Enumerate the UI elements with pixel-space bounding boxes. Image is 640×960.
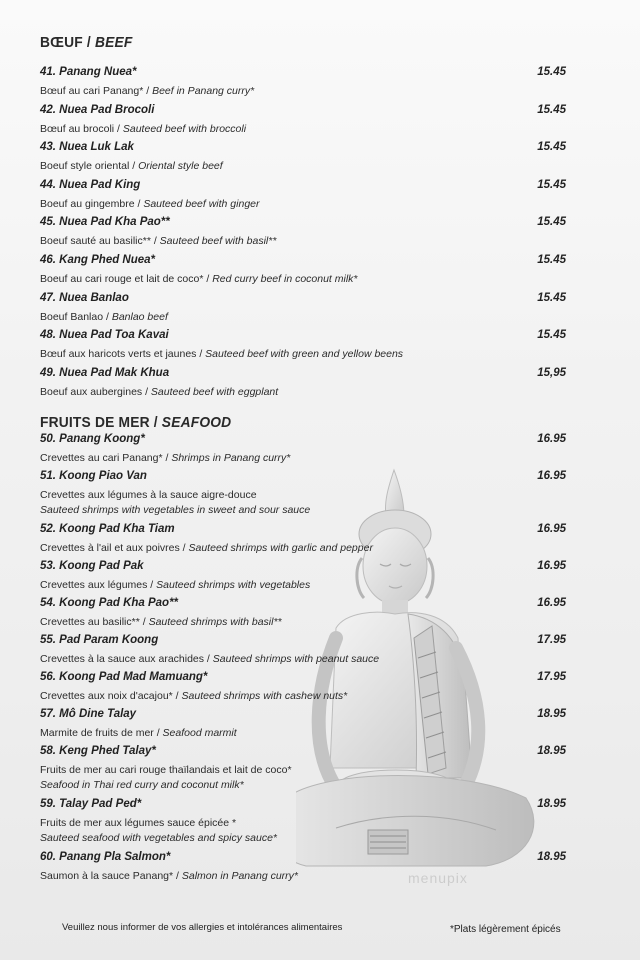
menu-item: [40, 63, 600, 99]
menu-item: [40, 520, 600, 556]
menu-item: [40, 176, 600, 212]
menu-item-description: [40, 197, 600, 212]
menu-item: [40, 467, 600, 518]
menu-item-description-en: Seafood marmit: [162, 727, 237, 739]
menu-item-description: [40, 615, 600, 630]
menu-item-name: 52. Koong Pad Kha Tiam: [40, 523, 175, 535]
menu-item-description-en: Sauteed shrimps with peanut sauce: [212, 653, 380, 665]
menu-item-description-en: Sauteed beef with basil**: [159, 235, 277, 248]
menu-item-description-fr: Boeuf au cari rouge et lait de coco* /: [40, 273, 210, 285]
menu-item-description: [40, 726, 600, 741]
menu-item-price: 15,95: [537, 366, 566, 379]
menu-item-name: 56. Koong Pad Mad Mamuang*: [40, 671, 208, 683]
menu-item-description-en: Sauteed shrimps with vegetables: [156, 579, 311, 591]
menu-item-description-fr: Crevettes à la sauce aux arachides /: [40, 653, 210, 665]
menu-item-price: 15.45: [537, 254, 566, 266]
menu-item-description: [40, 816, 600, 846]
menu-item-description-en: Sauteed seafood with vegetables and spicy sauce*: [40, 832, 277, 844]
menu-item-price: 15.45: [537, 291, 566, 304]
menu-item-name: 43. Nuea Luk Lak: [40, 141, 134, 154]
menu-item-description-en: Beef in Panang curry*: [152, 85, 255, 97]
menu-item-description-en: Sauteed shrimps with vegetables in sweet and sour sauce: [40, 504, 311, 516]
menu-item-name: 57. Mô Dine Talay: [40, 708, 137, 720]
menu-item-description-fr: Crevettes au cari Panang* /: [40, 452, 169, 464]
menu-item: [40, 101, 600, 137]
menu-item-description-en: Shrimps in Panang curry*: [171, 452, 291, 464]
menu-item-description: [40, 578, 600, 593]
section-title-seafood: [40, 414, 231, 431]
menu-item-description-fr: Crevettes aux légumes à la sauce aigre-douce: [40, 489, 257, 501]
menu-item-description-en: Banlao beef: [111, 310, 168, 323]
menu-item-description: [40, 122, 600, 137]
menu-item-description-en: Sauteed beef with eggplant: [150, 385, 279, 398]
menu-item: [40, 326, 600, 362]
menu-item-description: [40, 541, 600, 556]
menu-item: [40, 289, 600, 325]
menu-item: [40, 668, 600, 704]
spicy-note: *Plats légèrement épicés: [450, 924, 561, 935]
menu-item-description-fr: Crevettes au basilic** /: [40, 616, 146, 628]
menu-item-description-fr: Crevettes aux légumes /: [40, 579, 154, 591]
menu-item-description-fr: Crevettes à l'ail et aux poivres /: [40, 542, 186, 554]
watermark: menupix: [408, 870, 468, 886]
menu-item-description: [40, 869, 600, 884]
menu-item-price: 16.95: [537, 470, 566, 482]
menu-item-name: 48. Nuea Pad Toa Kavai: [40, 329, 169, 342]
menu-item: [40, 364, 600, 400]
menu-item-price: 16.95: [537, 523, 566, 535]
menu-item-description-en: Sauteed shrimps with garlic and pepper: [188, 542, 373, 554]
menu-item-name: 45. Nuea Pad Kha Pao**: [40, 216, 170, 229]
menu-item-name: 55. Pad Param Koong: [40, 634, 159, 646]
menu-item-price: 18.95: [537, 798, 566, 810]
menu-item-description-en: Sauteed beef with broccoli: [122, 122, 247, 135]
menu-item-name: 58. Keng Phed Talay*: [40, 745, 156, 757]
menu-item-description-fr: Marmite de fruits de mer /: [40, 727, 160, 739]
menu-item-description: [40, 84, 600, 99]
menu-item: [40, 594, 600, 630]
menu-item-description: [40, 310, 600, 325]
menu-item-description: [40, 347, 600, 362]
menu-item-name: 50. Panang Koong*: [40, 433, 145, 445]
menu-item-price: 16.95: [537, 560, 566, 572]
menu-item: [40, 848, 600, 884]
menu-item: [40, 138, 600, 174]
menu-item-name: 49. Nuea Pad Mak Khua: [40, 366, 170, 379]
menu-item-price: 17.95: [537, 634, 566, 646]
menu-item-price: 15.45: [537, 103, 566, 116]
menu-item-description: [40, 159, 600, 174]
section-title-beef-en: BEEF: [94, 34, 133, 51]
menu-item: [40, 251, 600, 287]
section-title-beef-fr: BŒUF /: [40, 34, 91, 51]
menu-item-name: 54. Koong Pad Kha Pao**: [40, 597, 179, 609]
menu-item-description-en: Oriental style beef: [138, 160, 223, 173]
menu-item-name: 53. Koong Pad Pak: [40, 560, 144, 572]
menu-item-description: [40, 689, 600, 704]
menu-item-description-en: Seafood in Thai red curry and coconut milk*: [40, 779, 244, 791]
menu-item-description-fr: Bœuf au cari Panang* /: [40, 85, 150, 97]
section-title-beef: [40, 34, 133, 51]
menu-item-description-fr: Crevettes aux noix d'acajou* /: [40, 690, 179, 702]
menu-item-price: 18.95: [537, 745, 566, 757]
menu-item: [40, 742, 600, 793]
menu-item-price: 18.95: [537, 708, 566, 720]
menu-item-description-fr: Boeuf aux aubergines /: [40, 385, 148, 398]
menu-item-name: 44. Nuea Pad King: [40, 178, 141, 191]
section-title-seafood-en: SEAFOOD: [161, 414, 232, 431]
menu-item-name: 59. Talay Pad Ped*: [40, 798, 142, 810]
menu-item-name: 46. Kang Phed Nuea*: [40, 254, 156, 266]
menu-item-price: 15.45: [537, 66, 566, 78]
menu-item-name: 41. Panang Nuea*: [40, 66, 137, 78]
menu-item-description-fr: Boeuf sauté au basilic** /: [40, 235, 157, 248]
menu-item-description-fr: Saumon à la sauce Panang* /: [40, 870, 179, 882]
menu-item-description: [40, 451, 600, 466]
menu-item-description: [40, 652, 600, 667]
menu-item: [40, 795, 600, 846]
menu-item: [40, 631, 600, 667]
menu-item: [40, 557, 600, 593]
menu-item-description-en: Sauteed beef with green and yellow beens: [205, 348, 404, 361]
menu-item-description-fr: Boeuf au gingembre /: [40, 197, 141, 210]
menu-item-description-en: Sauteed shrimps with basil**: [148, 616, 282, 628]
menu-item-description-en: Sauteed shrimps with cashew nuts*: [181, 690, 348, 702]
menu-item-description: [40, 234, 600, 249]
menu-item-description-en: Red curry beef in coconut milk*: [212, 273, 358, 285]
menu-item-description-en: Sauteed beef with ginger: [143, 197, 260, 210]
menu-item-name: 60. Panang Pla Salmon*: [40, 851, 171, 863]
menu-item-name: 51. Koong Piao Van: [40, 470, 147, 482]
menu-item-description-fr: Boeuf Banlao /: [40, 310, 109, 323]
menu-item: [40, 430, 600, 466]
menu-item-description-fr: Boeuf style oriental /: [40, 160, 136, 173]
menu-item-description-fr: Bœuf aux haricots verts et jaunes /: [40, 348, 203, 361]
menu-item-price: 15.45: [537, 216, 566, 229]
menu-item-price: 16.95: [537, 433, 566, 445]
menu-item-description: [40, 385, 600, 400]
menu-item-price: 15.45: [537, 329, 566, 342]
menu-item-description: [40, 488, 600, 518]
section-title-seafood-fr: FRUITS DE MER /: [40, 414, 158, 431]
menu-item-price: 18.95: [537, 851, 566, 863]
menu-item-name: 47. Nuea Banlao: [40, 291, 129, 304]
menu-item-price: 15.45: [537, 178, 566, 191]
menu-item: [40, 213, 600, 249]
menu-item-description-fr: Bœuf au brocoli /: [40, 122, 120, 135]
menu-item-price: 15.45: [537, 141, 566, 154]
menu-item-name: 42. Nuea Pad Brocoli: [40, 103, 155, 116]
menu-item-price: 16.95: [537, 597, 566, 609]
menu-item-description-fr: Fruits de mer aux légumes sauce épicée *: [40, 817, 237, 829]
menu-item-description: [40, 763, 600, 793]
menu-item: [40, 705, 600, 741]
menu-item-description-fr: Fruits de mer au cari rouge thaïlandais et lait de coco*: [40, 764, 292, 776]
menu-item-price: 17.95: [537, 671, 566, 683]
menu-item-description-en: Salmon in Panang curry*: [181, 870, 299, 882]
allergy-notice: Veuillez nous informer de vos allergies et intolérances alimentaires: [62, 922, 343, 933]
menu-item-description: [40, 272, 600, 287]
